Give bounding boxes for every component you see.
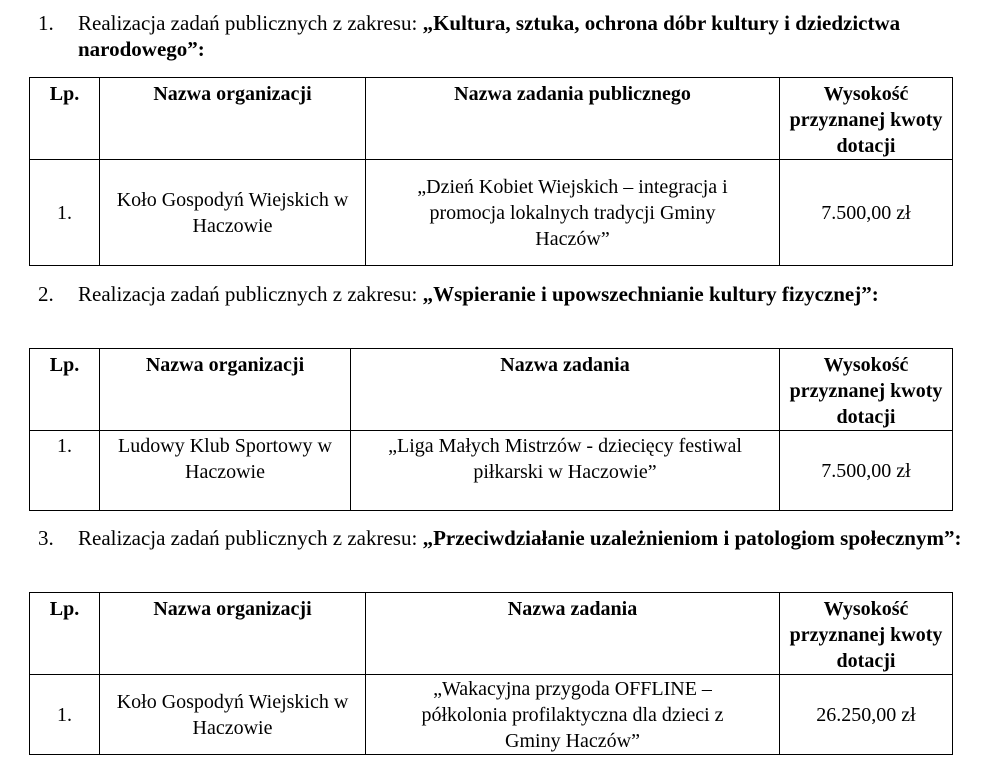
section-topic: „Kultura, sztuka, ochrona dóbr kultury i dziedzictwa narodowego”: (78, 11, 901, 61)
section-number: 2. (38, 282, 54, 306)
header-amount: Wysokość przyznanej kwoty dotacji (780, 78, 953, 160)
cell-task: „Wakacyjna przygoda OFFLINE – półkolonia profilaktyczna dla dzieci z Gminy Haczów” (366, 675, 780, 755)
section-number: 3. (38, 526, 54, 550)
header-task: Nazwa zadania publicznego (366, 78, 780, 160)
cell-organization: Koło Gospodyń Wiejskich w Haczowie (100, 675, 366, 755)
cell-amount: 7.500,00 zł (780, 160, 953, 266)
section-prefix: Realizacja zadań publicznych z zakresu: (78, 11, 423, 35)
cell-organization: Koło Gospodyń Wiejskich w Haczowie (100, 160, 366, 266)
section-2-heading (38, 281, 988, 307)
table-header-row (30, 349, 953, 431)
section-title (78, 525, 988, 551)
cell-amount: 7.500,00 zł (780, 431, 953, 511)
table-row (30, 431, 953, 511)
section-prefix: Realizacja zadań publicznych z zakresu: (78, 282, 423, 306)
cell-amount: 26.250,00 zł (780, 675, 953, 755)
section-3-heading (38, 525, 988, 551)
header-task: Nazwa zadania (351, 349, 780, 431)
section-topic: „Przeciwdziałanie uzależnieniom i patologiom społecznym”: (422, 526, 962, 550)
cell-task: „Dzień Kobiet Wiejskich – integracja i promocja lokalnych tradycji Gminy Haczów” (366, 160, 780, 266)
section-prefix: Realizacja zadań publicznych z zakresu: (78, 526, 423, 550)
cell-lp: 1. (30, 431, 100, 511)
section-1-heading (38, 10, 988, 62)
cell-lp: 1. (30, 675, 100, 755)
header-lp: Lp. (30, 78, 100, 160)
section-3-table (29, 592, 953, 755)
section-number: 1. (38, 11, 54, 35)
cell-task: „Liga Małych Mistrzów - dziecięcy festiwal piłkarski w Haczowie” (351, 431, 780, 511)
section-topic: „Wspieranie i upowszechnianie kultury fizycznej”: (422, 282, 879, 306)
cell-organization: Ludowy Klub Sportowy w Haczowie (100, 431, 351, 511)
table-row (30, 675, 953, 755)
table-row (30, 160, 953, 266)
header-amount: Wysokość przyznanej kwoty dotacji (780, 349, 953, 431)
header-organization: Nazwa organizacji (100, 349, 351, 431)
header-organization: Nazwa organizacji (100, 78, 366, 160)
header-task: Nazwa zadania (366, 593, 780, 675)
section-1-table (29, 77, 953, 266)
table-header-row (30, 593, 953, 675)
section-title (78, 281, 988, 307)
header-lp: Lp. (30, 349, 100, 431)
header-lp: Lp. (30, 593, 100, 675)
section-title (78, 10, 988, 62)
header-organization: Nazwa organizacji (100, 593, 366, 675)
header-amount: Wysokość przyznanej kwoty dotacji (780, 593, 953, 675)
section-2-table (29, 348, 953, 511)
table-header-row (30, 78, 953, 160)
cell-lp: 1. (30, 160, 100, 266)
